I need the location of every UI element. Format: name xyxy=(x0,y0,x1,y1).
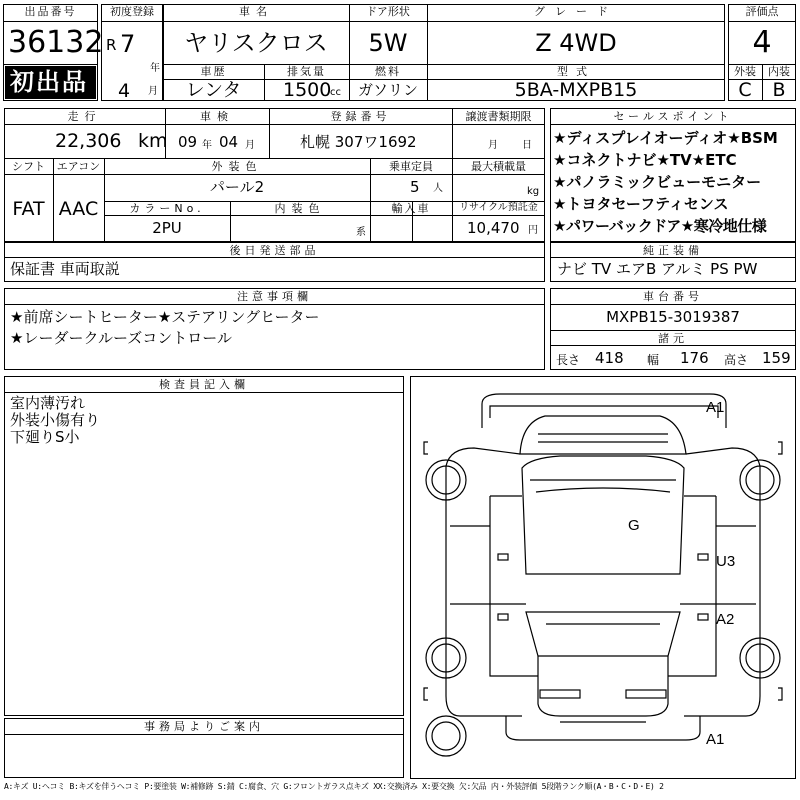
sales-point-2: ★コネクトナビ★TV★ETC xyxy=(553,151,737,169)
chassis-value: MXPB15-3019387 xyxy=(606,308,740,326)
sales-points-label: セールスポイント xyxy=(613,110,733,123)
score-label: 評価点 xyxy=(745,5,779,18)
grade-label: グレード xyxy=(534,5,618,18)
reg-month: 4 xyxy=(118,80,131,102)
exterior-label: 外装 xyxy=(734,65,756,78)
ac-label: エアコン xyxy=(56,160,101,173)
ac-value: AAC xyxy=(58,198,99,220)
later-parts-label: 後日発送部品 xyxy=(229,244,320,257)
month-unit: 月 xyxy=(148,86,158,97)
lot-number: 36132 xyxy=(8,25,104,60)
recycle-value: 10,470 xyxy=(467,219,520,237)
transfer-day-unit: 日 xyxy=(522,140,532,151)
width-value: 176 xyxy=(680,349,709,367)
fuel-label: 燃料 xyxy=(375,65,401,78)
width-label: 幅 xyxy=(647,353,660,367)
transfer-label: 譲渡書類期限 xyxy=(465,110,532,123)
displacement-unit: cc xyxy=(330,87,341,98)
recycle-label: リサイクル預託金 xyxy=(459,202,538,213)
capacity-unit: 人 xyxy=(433,183,443,194)
interior-color-label: 内装色 xyxy=(274,202,326,215)
notes-line-2: ★レーダークルーズコントロール xyxy=(10,329,232,347)
height-value: 159 xyxy=(762,349,791,367)
sales-point-4: ★トヨタセーフティセンス xyxy=(553,195,729,213)
right-body-outline xyxy=(684,466,760,716)
name-label: 車名 xyxy=(239,5,273,18)
notes-label: 注意事項欄 xyxy=(237,290,312,303)
reg-era: R xyxy=(106,36,117,54)
year-unit: 年 xyxy=(150,63,160,74)
color-no-value: 2PU xyxy=(152,219,182,237)
interior-color-suffix: 系 xyxy=(356,227,366,238)
mark-front: A1 xyxy=(706,399,725,416)
mark-roof: G xyxy=(628,517,640,534)
tailgate-outline xyxy=(538,656,668,716)
left-body-outline xyxy=(446,466,522,716)
history-label: 車歴 xyxy=(200,65,227,78)
mileage-unit: km xyxy=(138,130,168,152)
notes-line-1: ★前席シートヒーター★ステアリングヒーター xyxy=(10,308,320,326)
later-parts-value: 保証書 車両取説 xyxy=(10,260,120,278)
front-bumper-outline xyxy=(482,394,726,428)
history-value: レンタ xyxy=(185,79,242,101)
equipment-value: ナビ TV エアB アルミ PS PW xyxy=(557,260,758,278)
first-listing-text: 初出品 xyxy=(10,68,88,96)
door-value: 5W xyxy=(368,29,408,57)
color-no-label: カラーNo. xyxy=(129,202,205,215)
color-label: 外装色 xyxy=(211,160,263,173)
rear-glass-outline xyxy=(526,612,680,656)
office-label: 事務局よりご案内 xyxy=(144,720,264,733)
legend-text: A:キズ U:ヘコミ B:キズを伴うヘコミ P:要塗装 W:補修跡 S:錆 C:腐食、穴 G:フロントガラス点キズ XX:交換済み X:要交換 欠:欠品 内・外装評価 5段階ランク順(A・B・C・D・E) 2 xyxy=(4,782,664,791)
transfer-month-unit: 月 xyxy=(488,140,498,151)
sales-point-1: ★ディスプレイオーディオ★BSM xyxy=(553,129,778,147)
equipment-label: 純正装備 xyxy=(643,244,703,257)
fuel-value: ガソリン xyxy=(357,81,418,99)
shift-value: FAT xyxy=(12,198,45,220)
roof-outline xyxy=(522,456,684,574)
reg-label: 初度登録 xyxy=(110,5,154,18)
door-label: ドア形状 xyxy=(366,5,410,18)
inspection-label: 車検 xyxy=(200,110,234,123)
length-value: 418 xyxy=(595,349,624,367)
model-label: 型式 xyxy=(557,65,595,78)
inspection-month-unit: 月 xyxy=(245,140,255,151)
inspector-label: 検査員記入欄 xyxy=(159,378,249,391)
car-damage-diagram xyxy=(410,376,796,779)
inspector-line-3: 下廻りS小 xyxy=(10,428,80,446)
inspection-year-unit: 年 xyxy=(202,140,212,151)
load-label: 最大積載量 xyxy=(471,160,526,173)
dims-label: 諸元 xyxy=(658,332,688,345)
interior-grade: B xyxy=(772,79,786,101)
inspection-year: 09 xyxy=(178,133,198,151)
mark-right-quarter: A2 xyxy=(716,611,735,628)
displacement-label: 排気量 xyxy=(287,65,326,78)
mileage-label: 走行 xyxy=(67,110,102,123)
displacement-value: 1500 xyxy=(283,79,332,101)
grade-value: Z 4WD xyxy=(535,29,617,57)
shift-label: シフト xyxy=(12,160,45,173)
lot-label: 出品番号 xyxy=(24,5,77,18)
capacity-label: 乗車定員 xyxy=(389,160,433,173)
sales-points-list xyxy=(553,127,795,237)
color-value: パール2 xyxy=(209,178,265,196)
hood-outline xyxy=(520,416,686,454)
plate-label: 登録番号 xyxy=(330,110,391,123)
inspector-line-1: 室内薄汚れ xyxy=(10,394,86,412)
recycle-unit: 円 xyxy=(528,225,538,236)
rear-bumper-outline xyxy=(506,716,700,740)
exterior-grade: C xyxy=(738,79,752,101)
plate-value: 札幌 307ワ1692 xyxy=(300,133,417,151)
sales-point-5: ★パワーバックドア★寒冷地仕様 xyxy=(553,217,767,235)
chassis-label: 車台番号 xyxy=(643,290,703,303)
inspector-line-2: 外装小傷有り xyxy=(10,411,101,429)
interior-label: 内装 xyxy=(768,65,790,78)
mileage-value: 22,306 xyxy=(55,130,122,152)
height-label: 高さ xyxy=(724,353,749,367)
car-name: ヤリスクロス xyxy=(184,29,328,57)
score-value: 4 xyxy=(752,25,772,60)
length-label: 長さ xyxy=(556,353,581,367)
model-code: 5BA-MXPB15 xyxy=(514,79,638,101)
inspection-month: 04 xyxy=(219,133,239,151)
details-box xyxy=(4,108,545,242)
mark-right-rear-door: U3 xyxy=(716,553,736,570)
capacity-value: 5 xyxy=(410,178,420,196)
load-unit: kg xyxy=(527,186,540,197)
reg-year: 7 xyxy=(120,30,136,58)
import-label: 輸入車 xyxy=(391,202,431,215)
sales-point-3: ★パノラミックビューモニター xyxy=(553,173,762,191)
mark-rear: A1 xyxy=(706,731,725,748)
